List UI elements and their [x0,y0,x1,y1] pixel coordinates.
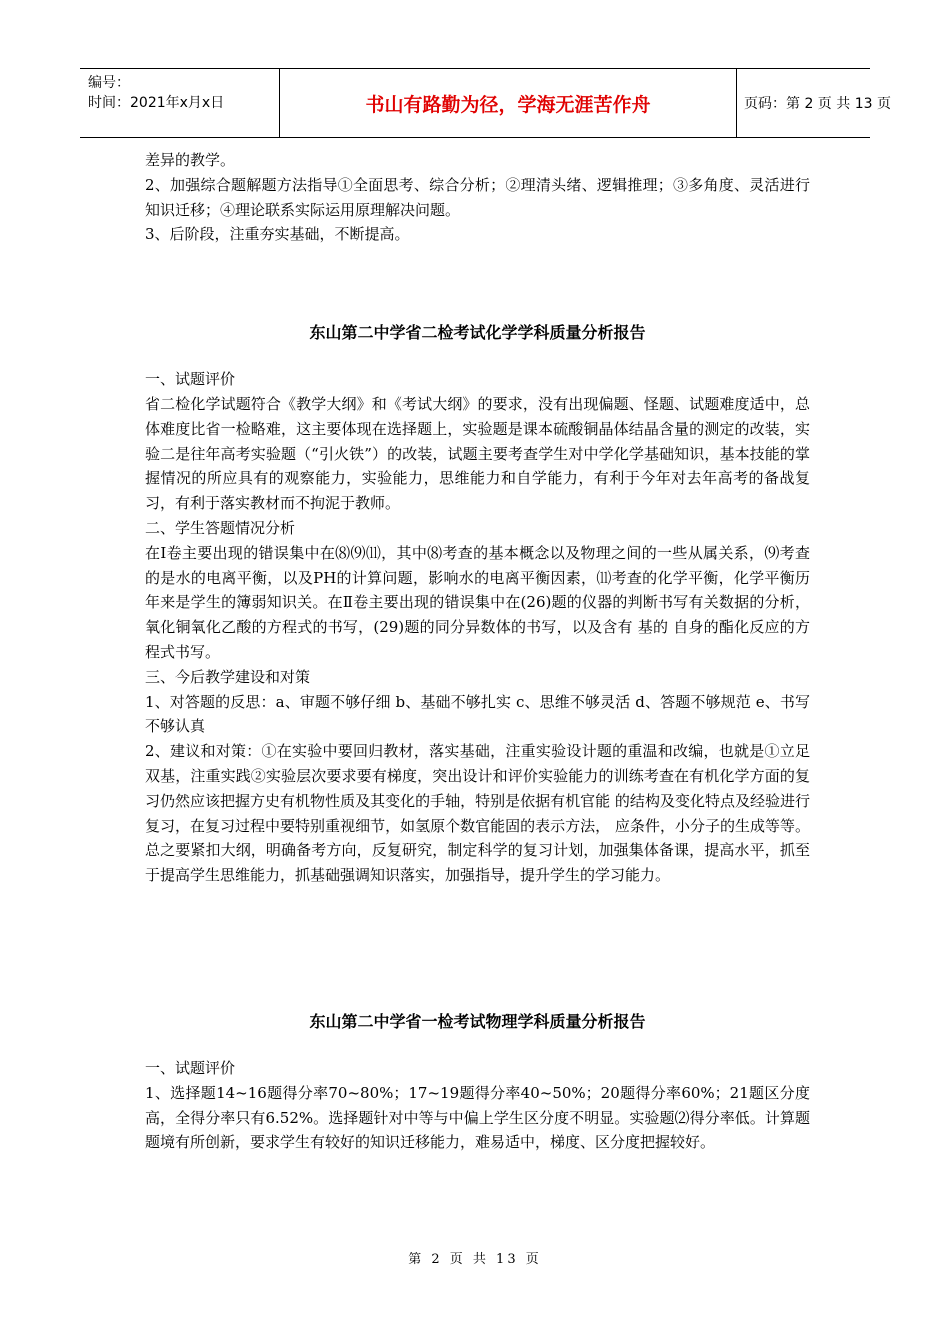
section-heading: 一、试题评价 [145,1058,236,1077]
header-meta [80,69,280,137]
time-label: 时间：2021年x月x日 [88,95,225,111]
header-motto: 书山有路勤为径，学海无涯苦作舟 [280,69,737,137]
paragraph: 2、建议和对策：①在实验中要回归教材，落实基础，注重实验设计题的重温和改编，也就是①立足双基，注重实践②实验层次要求要有梯度，突出设计和评价实验能力的训练考查在有机化学方面的复习仍然应该把握方史有机物性质及其变化的手轴，特别是依据有机官能 的结构及变化特点及经验进行复习，在复习过程中要特别重视细节，如氢原个数官能固的表示方法， 应条件，小分子的生成等等。总之要紧扣大纲，明确备考方向，反复研究，制定科学的复习计划，加强集体备课，提高水平，抓至于提高学生思维能力，抓基础强调知识落实，加强指导，提升学生的学习能力。 [145,742,810,885]
paragraph: 在Ⅰ卷主要出现的错误集中在⑻⑼⑾，其中⑻考查的基本概念以及物理之间的一些从属关系，⑼考查的是水的电离平衡，以及PH的计算问题，影响水的电离平衡因素，⑾考查的化学平衡，化学平衡历年来是学生的簿弱知识关。在Ⅱ卷主要出现的错误集中在(26)题的仪器的判断书写有关数据的分析，氧化铜氧化乙酸的方程式的书写，(29)题的同分异数体的书写，以及含有 基的 自身的酯化反应的方程式书写。 [145,543,810,661]
page-footer: 第 2 页 共 13 页 [408,1252,542,1267]
section-heading: 二、学生答题情况分析 [145,518,296,537]
paragraph: 1、对答题的反思：a、审题不够仔细 b、基础不够扎实 c、思维不够灵活 d、答题不够规范 e、书写不够认真 [145,692,810,736]
paragraph: 2、加强综合题解题方法指导①全面思考、综合分析；②理清头绪、逻辑推理；③多角度、灵活进行知识迁移；④理论联系实际运用原理解决问题。 [145,175,810,219]
header-page-info: 页码：第 2 页 共 13 页 [744,96,891,112]
phys-report-title: 东山第二中学省一检考试物理学科质量分析报告 [309,1011,646,1031]
section-heading: 一、试题评价 [145,370,236,389]
page-header [80,68,891,138]
document-body [145,148,810,1155]
chem-report-title: 东山第二中学省二检考试化学学科质量分析报告 [309,323,646,343]
paragraph: 3、后阶段，注重夯实基础，不断提高。 [145,225,410,244]
paragraph: 省二检化学试题符合《教学大纲》和《考试大纲》的要求，没有出现偏题、怪题、试题难度适中，总体难度比省一检略难，这主要体现在选择题上，实验题是课本硫酸铜晶体结晶含量的测定的改装，实验二是往年高考实验题（“引火铁”）的改装，试题主要考查学生对中学化学基础知识，基本技能的掌握情况的所应具有的观察能力，实验能力，思维能力和自学能力，有利于今年对去年高考的备战复习，有利于落实教材而不拘泥于教师。 [145,394,810,513]
code-label: 编号： [88,75,130,91]
section-heading: 三、今后教学建设和对策 [145,667,311,686]
paragraph: 1、选择题14~16题得分率70~80%；17~19题得分率40~50%；20题得分率60%；21题区分度高，全得分率只有6.52%。选择题针对中等与中偏上学生区分度不明显。实验题⑵得分率低。计算题题境有所创新，要求学生有较好的知识迁移能力，难易适中，梯度、区分度把握较好。 [145,1083,810,1152]
paragraph: 差异的教学。 [145,151,236,169]
